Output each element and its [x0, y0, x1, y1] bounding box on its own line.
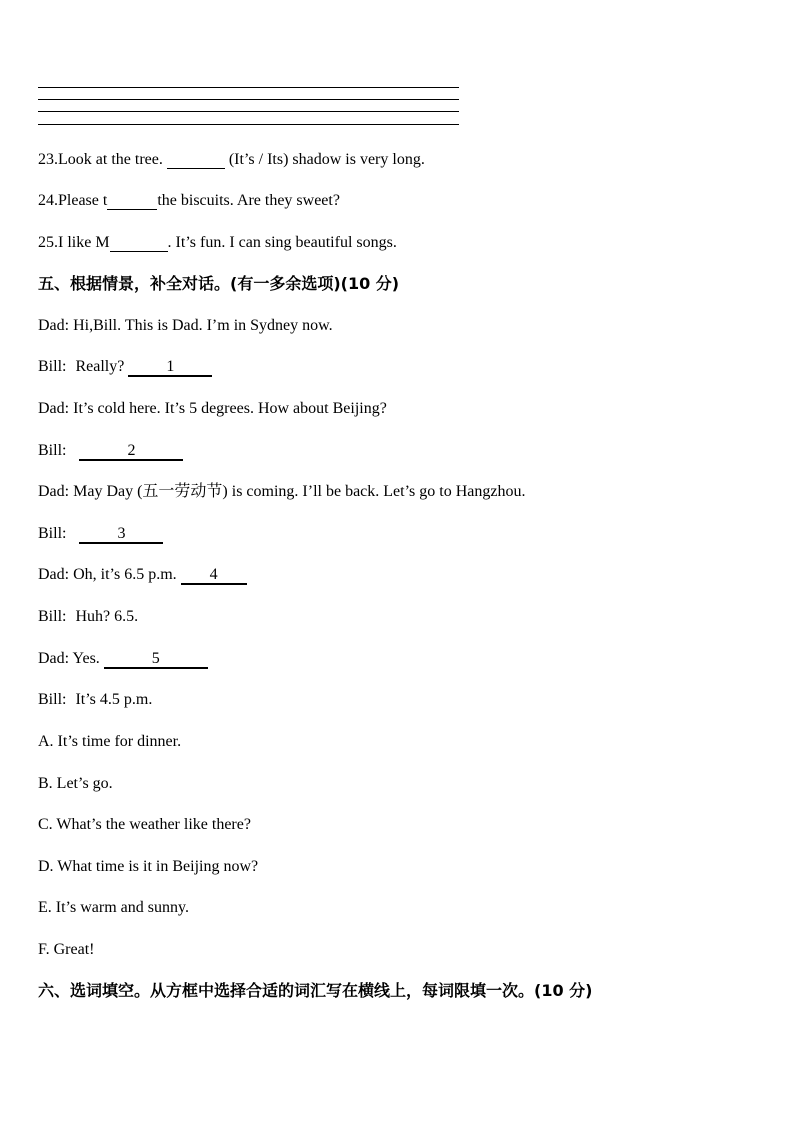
answer-blank-5[interactable] [104, 651, 208, 669]
dialogue-line [38, 690, 152, 710]
option-d: D. What time is it in Beijing now? [38, 858, 259, 875]
answer-blank-1[interactable] [128, 359, 212, 377]
dialogue-text: Oh, it’s 6.5 p.m. [73, 566, 177, 583]
dialogue-line [38, 316, 333, 336]
fill-blank[interactable] [107, 193, 157, 210]
speaker: Dad: [38, 566, 70, 583]
answer-line [38, 111, 459, 112]
speaker: Bill: [38, 691, 67, 708]
dialogue-text: Yes. [72, 650, 100, 667]
fill-blank[interactable] [167, 152, 225, 169]
answer-blank-4[interactable] [181, 567, 247, 585]
speaker: Dad: [38, 400, 70, 417]
answer-line [38, 99, 459, 100]
dialogue-line [38, 649, 208, 669]
blank-number: 5 [151, 650, 160, 667]
dialogue-text: It’s cold here. It’s 5 degrees. How about Beijing? [73, 400, 387, 417]
answer-line [38, 124, 459, 125]
blank-number: 1 [166, 358, 175, 375]
option-f: F. Great! [38, 941, 95, 958]
question-text: I like M [58, 234, 110, 251]
question-text: Look at the tree. [58, 151, 163, 168]
section-6-heading: 六、选词填空。从方框中选择合适的词汇写在横线上，每词限填一次。(10 分) [38, 981, 593, 1000]
question-text: the biscuits. Are they sweet? [157, 192, 340, 209]
dialogue-line [38, 482, 525, 502]
section-5-heading: 五、根据情景，补全对话。(有一多余选项)(10 分) [38, 274, 400, 293]
question-text: . It’s fun. I can sing beautiful songs. [167, 234, 397, 251]
question-25 [38, 233, 397, 253]
option-b: B. Let’s go. [38, 775, 113, 792]
blank-number: 3 [117, 525, 126, 542]
dialogue-text: Really? [75, 358, 125, 375]
blank-number: 4 [209, 566, 218, 583]
speaker: Dad: [38, 483, 70, 500]
dialogue-line [38, 524, 163, 544]
speaker: Bill: [38, 358, 67, 375]
speaker: Dad: [38, 317, 70, 334]
dialogue-text: May Day (五一劳动节) is coming. I’ll be back. Let’s go to Hangzhou. [73, 483, 526, 500]
dialogue-line [38, 565, 247, 585]
blank-number: 2 [127, 442, 136, 459]
question-23 [38, 150, 425, 170]
dialogue-text: It’s 4.5 p.m. [75, 691, 153, 708]
fill-blank[interactable] [110, 235, 168, 252]
dialogue-line [38, 441, 183, 461]
dialogue-line [38, 399, 387, 419]
option-a: A. It’s time for dinner. [38, 733, 182, 750]
answer-line [38, 87, 459, 88]
answer-blank-2[interactable] [79, 443, 183, 461]
speaker: Dad: [38, 650, 70, 667]
option-e: E. It’s warm and sunny. [38, 899, 189, 916]
dialogue-text: Huh? 6.5. [75, 608, 139, 625]
speaker: Bill: [38, 525, 67, 542]
question-text: Please t [58, 192, 108, 209]
dialogue-text: Hi,Bill. This is Dad. I’m in Sydney now. [73, 317, 333, 334]
dialogue-line [38, 357, 212, 377]
question-number: 24. [38, 192, 58, 209]
answer-blank-3[interactable] [79, 526, 163, 544]
question-number: 23. [38, 151, 58, 168]
question-text: (It’s / Its) shadow is very long. [228, 151, 425, 168]
question-number: 25. [38, 234, 58, 251]
speaker: Bill: [38, 608, 67, 625]
dialogue-line [38, 607, 138, 627]
option-c: C. What’s the weather like there? [38, 816, 251, 833]
speaker: Bill: [38, 442, 67, 459]
question-24 [38, 191, 340, 211]
